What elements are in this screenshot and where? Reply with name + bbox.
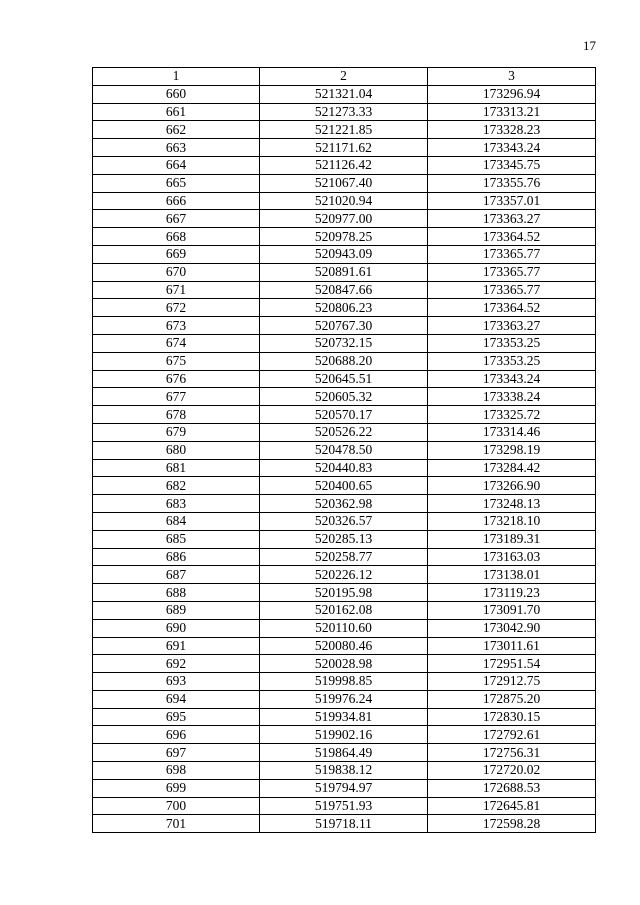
point-number-cell: 669 [93, 245, 260, 263]
table-row [93, 779, 596, 797]
point-number-cell: 697 [93, 744, 260, 762]
x-coordinate-cell: 521020.94 [260, 192, 428, 210]
point-number-cell: 667 [93, 210, 260, 228]
y-coordinate-cell: 173163.03 [428, 548, 596, 566]
page-number: 17 [583, 38, 596, 53]
y-coordinate-cell: 173363.27 [428, 210, 596, 228]
table-row [93, 156, 596, 174]
table-row [93, 388, 596, 406]
y-coordinate-cell: 173266.90 [428, 477, 596, 495]
table-row [93, 512, 596, 530]
y-coordinate-cell: 172720.02 [428, 762, 596, 780]
point-number-cell: 686 [93, 548, 260, 566]
point-number-cell: 689 [93, 601, 260, 619]
table-row [93, 762, 596, 780]
x-coordinate-cell: 520978.25 [260, 228, 428, 246]
y-coordinate-cell: 173353.25 [428, 352, 596, 370]
point-number-cell: 699 [93, 779, 260, 797]
x-coordinate-cell: 520526.22 [260, 423, 428, 441]
x-coordinate-cell: 519998.85 [260, 673, 428, 691]
y-coordinate-cell: 173338.24 [428, 388, 596, 406]
table-row [93, 495, 596, 513]
y-coordinate-cell: 173218.10 [428, 512, 596, 530]
y-coordinate-cell: 173353.25 [428, 334, 596, 352]
x-coordinate-cell: 520767.30 [260, 317, 428, 335]
y-coordinate-cell: 173042.90 [428, 619, 596, 637]
table-row [93, 530, 596, 548]
x-coordinate-cell: 520806.23 [260, 299, 428, 317]
x-coordinate-cell: 520847.66 [260, 281, 428, 299]
y-coordinate-cell: 173328.23 [428, 121, 596, 139]
x-coordinate-cell: 520162.08 [260, 601, 428, 619]
table-row [93, 263, 596, 281]
x-coordinate-cell: 520226.12 [260, 566, 428, 584]
header-cell-3: 3 [428, 68, 596, 86]
x-coordinate-cell: 520080.46 [260, 637, 428, 655]
point-number-cell: 691 [93, 637, 260, 655]
point-number-cell: 701 [93, 815, 260, 833]
table-row [93, 245, 596, 263]
point-number-cell: 676 [93, 370, 260, 388]
point-number-cell: 665 [93, 174, 260, 192]
point-number-cell: 698 [93, 762, 260, 780]
x-coordinate-cell: 520326.57 [260, 512, 428, 530]
y-coordinate-cell: 173011.61 [428, 637, 596, 655]
point-number-cell: 692 [93, 655, 260, 673]
table-row [93, 566, 596, 584]
x-coordinate-cell: 519718.11 [260, 815, 428, 833]
table-row [93, 210, 596, 228]
point-number-cell: 677 [93, 388, 260, 406]
table-row [93, 655, 596, 673]
x-coordinate-cell: 519934.81 [260, 708, 428, 726]
point-number-cell: 696 [93, 726, 260, 744]
point-number-cell: 700 [93, 797, 260, 815]
point-number-cell: 687 [93, 566, 260, 584]
point-number-cell: 679 [93, 423, 260, 441]
x-coordinate-cell: 520943.09 [260, 245, 428, 263]
header-cell-2: 2 [260, 68, 428, 86]
point-number-cell: 695 [93, 708, 260, 726]
point-number-cell: 664 [93, 156, 260, 174]
table-row [93, 726, 596, 744]
table-body [93, 68, 596, 833]
y-coordinate-cell: 172951.54 [428, 655, 596, 673]
table-row [93, 370, 596, 388]
table-row [93, 673, 596, 691]
y-coordinate-cell: 173355.76 [428, 174, 596, 192]
point-number-cell: 684 [93, 512, 260, 530]
table-row [93, 103, 596, 121]
x-coordinate-cell: 520570.17 [260, 406, 428, 424]
point-number-cell: 678 [93, 406, 260, 424]
x-coordinate-cell: 521273.33 [260, 103, 428, 121]
x-coordinate-cell: 520732.15 [260, 334, 428, 352]
point-number-cell: 673 [93, 317, 260, 335]
y-coordinate-cell: 173345.75 [428, 156, 596, 174]
table-row [93, 815, 596, 833]
x-coordinate-cell: 520440.83 [260, 459, 428, 477]
point-number-cell: 663 [93, 139, 260, 157]
y-coordinate-cell: 173313.21 [428, 103, 596, 121]
header-row [93, 68, 596, 86]
y-coordinate-cell: 173363.27 [428, 317, 596, 335]
y-coordinate-cell: 173325.72 [428, 406, 596, 424]
y-coordinate-cell: 173357.01 [428, 192, 596, 210]
table-row [93, 406, 596, 424]
x-coordinate-cell: 519794.97 [260, 779, 428, 797]
y-coordinate-cell: 173364.52 [428, 299, 596, 317]
y-coordinate-cell: 172645.81 [428, 797, 596, 815]
table-row [93, 228, 596, 246]
table-row [93, 85, 596, 103]
table-row [93, 299, 596, 317]
y-coordinate-cell: 173091.70 [428, 601, 596, 619]
table-row [93, 601, 596, 619]
table-row [93, 352, 596, 370]
x-coordinate-cell: 520028.98 [260, 655, 428, 673]
y-coordinate-cell: 173284.42 [428, 459, 596, 477]
y-coordinate-cell: 173298.19 [428, 441, 596, 459]
x-coordinate-cell: 520400.65 [260, 477, 428, 495]
point-number-cell: 662 [93, 121, 260, 139]
x-coordinate-cell: 519751.93 [260, 797, 428, 815]
table-row [93, 459, 596, 477]
y-coordinate-cell: 172875.20 [428, 690, 596, 708]
x-coordinate-cell: 519902.16 [260, 726, 428, 744]
point-number-cell: 688 [93, 584, 260, 602]
table-row [93, 637, 596, 655]
x-coordinate-cell: 520195.98 [260, 584, 428, 602]
table-row [93, 192, 596, 210]
point-number-cell: 690 [93, 619, 260, 637]
x-coordinate-cell: 521321.04 [260, 85, 428, 103]
table-row [93, 619, 596, 637]
y-coordinate-cell: 173365.77 [428, 281, 596, 299]
y-coordinate-cell: 172688.53 [428, 779, 596, 797]
y-coordinate-cell: 172792.61 [428, 726, 596, 744]
table-row [93, 797, 596, 815]
table-row [93, 334, 596, 352]
table-row [93, 477, 596, 495]
x-coordinate-cell: 521171.62 [260, 139, 428, 157]
table-row [93, 744, 596, 762]
x-coordinate-cell: 521126.42 [260, 156, 428, 174]
x-coordinate-cell: 520110.60 [260, 619, 428, 637]
y-coordinate-cell: 172912.75 [428, 673, 596, 691]
y-coordinate-cell: 173364.52 [428, 228, 596, 246]
y-coordinate-cell: 173365.77 [428, 245, 596, 263]
x-coordinate-cell: 520285.13 [260, 530, 428, 548]
y-coordinate-cell: 173314.46 [428, 423, 596, 441]
point-number-cell: 683 [93, 495, 260, 513]
table-row [93, 423, 596, 441]
y-coordinate-cell: 173343.24 [428, 370, 596, 388]
x-coordinate-cell: 520258.77 [260, 548, 428, 566]
x-coordinate-cell: 519864.49 [260, 744, 428, 762]
x-coordinate-cell: 520605.32 [260, 388, 428, 406]
y-coordinate-cell: 173119.23 [428, 584, 596, 602]
point-number-cell: 661 [93, 103, 260, 121]
y-coordinate-cell: 173138.01 [428, 566, 596, 584]
table-row [93, 121, 596, 139]
point-number-cell: 682 [93, 477, 260, 495]
point-number-cell: 693 [93, 673, 260, 691]
x-coordinate-cell: 520977.00 [260, 210, 428, 228]
y-coordinate-cell: 173343.24 [428, 139, 596, 157]
point-number-cell: 680 [93, 441, 260, 459]
point-number-cell: 694 [93, 690, 260, 708]
x-coordinate-cell: 521221.85 [260, 121, 428, 139]
table-row [93, 281, 596, 299]
table-row [93, 708, 596, 726]
y-coordinate-cell: 173189.31 [428, 530, 596, 548]
table-row [93, 139, 596, 157]
table-row [93, 548, 596, 566]
x-coordinate-cell: 519838.12 [260, 762, 428, 780]
point-number-cell: 675 [93, 352, 260, 370]
point-number-cell: 681 [93, 459, 260, 477]
point-number-cell: 674 [93, 334, 260, 352]
y-coordinate-cell: 173296.94 [428, 85, 596, 103]
x-coordinate-cell: 519976.24 [260, 690, 428, 708]
x-coordinate-cell: 520362.98 [260, 495, 428, 513]
point-number-cell: 668 [93, 228, 260, 246]
table-row [93, 690, 596, 708]
x-coordinate-cell: 520688.20 [260, 352, 428, 370]
x-coordinate-cell: 521067.40 [260, 174, 428, 192]
x-coordinate-cell: 520891.61 [260, 263, 428, 281]
table-row [93, 174, 596, 192]
x-coordinate-cell: 520478.50 [260, 441, 428, 459]
point-number-cell: 666 [93, 192, 260, 210]
header-cell-1: 1 [93, 68, 260, 86]
point-number-cell: 685 [93, 530, 260, 548]
x-coordinate-cell: 520645.51 [260, 370, 428, 388]
y-coordinate-cell: 172756.31 [428, 744, 596, 762]
table-row [93, 584, 596, 602]
point-number-cell: 670 [93, 263, 260, 281]
y-coordinate-cell: 172598.28 [428, 815, 596, 833]
table-row [93, 441, 596, 459]
y-coordinate-cell: 173365.77 [428, 263, 596, 281]
y-coordinate-cell: 173248.13 [428, 495, 596, 513]
y-coordinate-cell: 172830.15 [428, 708, 596, 726]
point-number-cell: 660 [93, 85, 260, 103]
point-number-cell: 671 [93, 281, 260, 299]
table-row [93, 317, 596, 335]
coordinates-table [92, 67, 596, 833]
point-number-cell: 672 [93, 299, 260, 317]
